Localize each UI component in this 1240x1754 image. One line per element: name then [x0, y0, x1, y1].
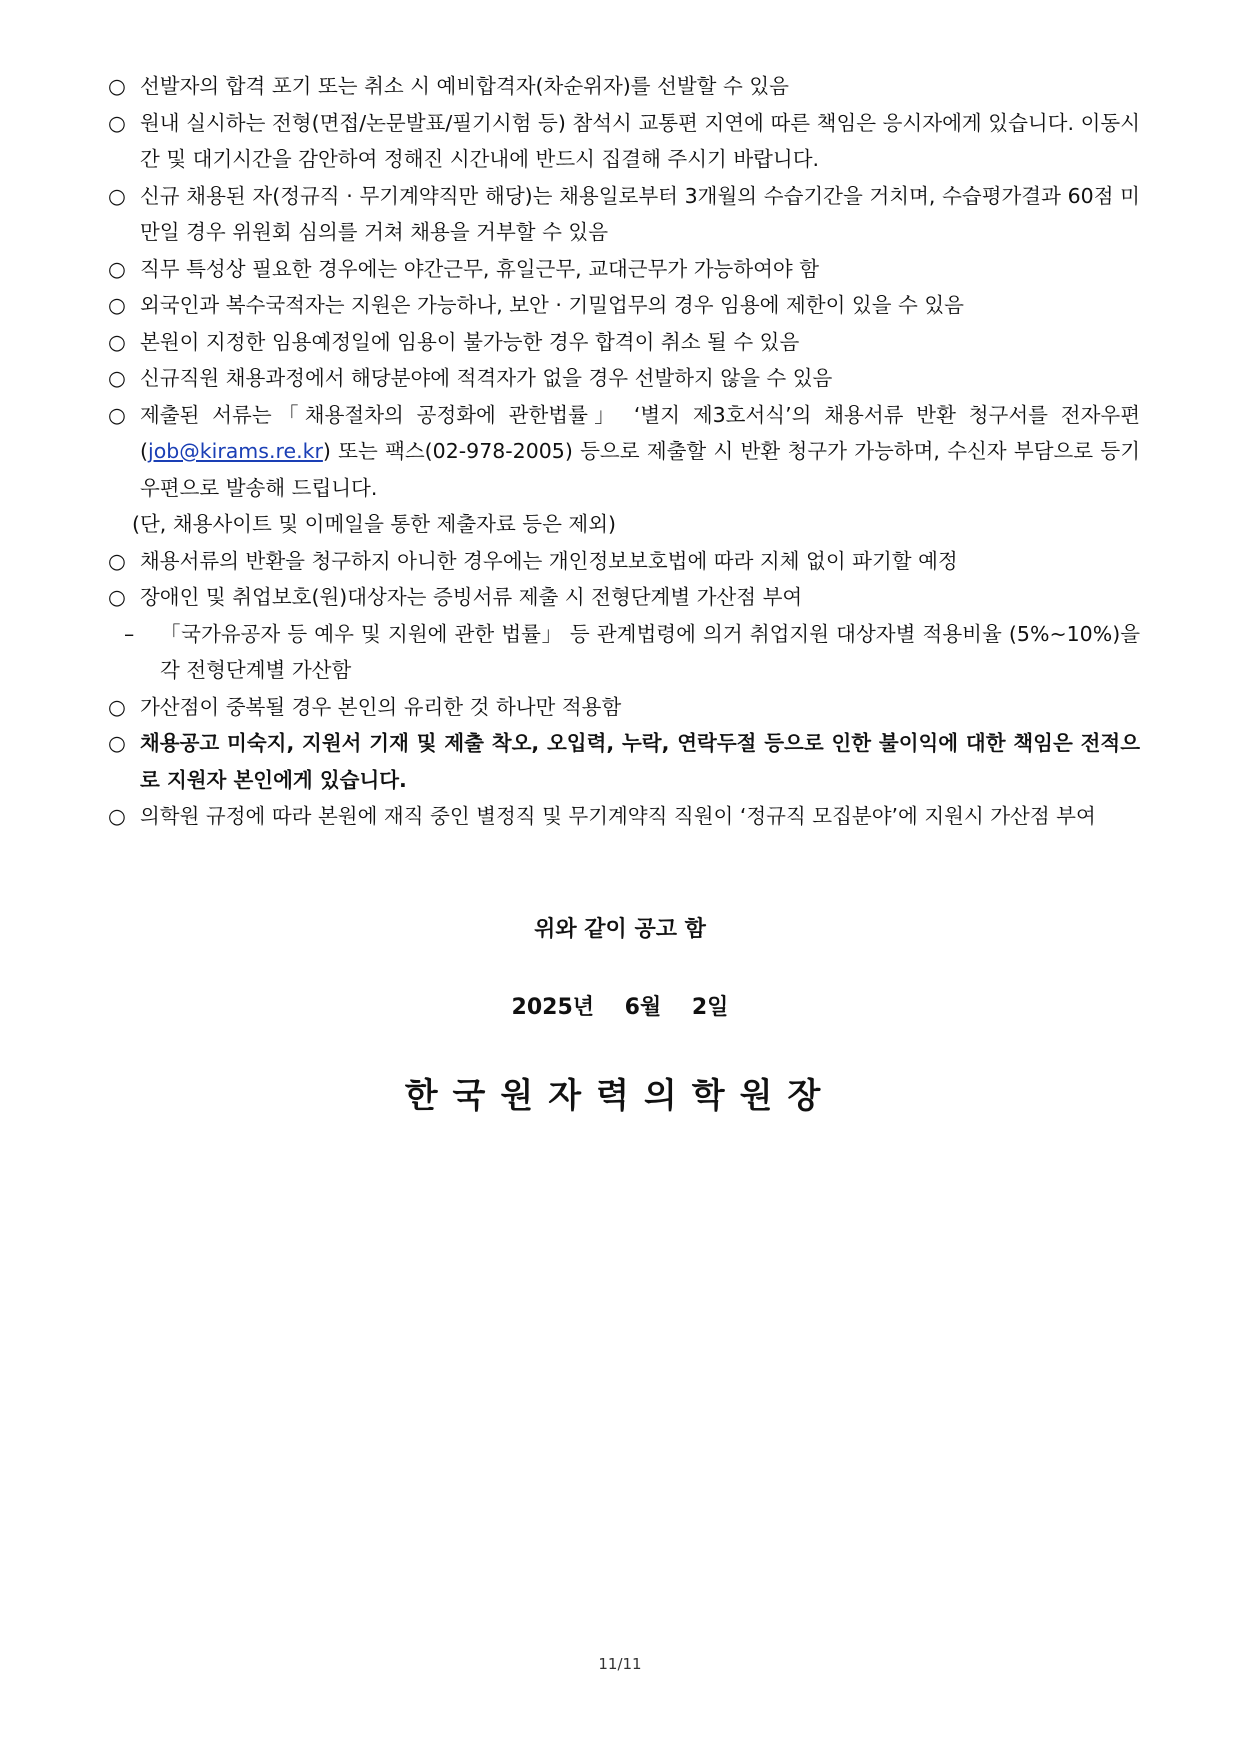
circle-bullet-icon: ○ — [108, 402, 126, 427]
list-item-text: 의학원 규정에 따라 본원에 재직 중인 별정직 및 무기계약직 직원이 ‘정규직 모집분야’에 지원시 가산점 부여 — [140, 804, 1096, 828]
list-item-text: 장애인 및 취업보호(원)대상자는 증빙서류 제출 시 전형단계별 가산점 부여 — [140, 585, 803, 609]
list-item — [108, 798, 1140, 835]
email-link[interactable]: job@kirams.re.kr — [148, 439, 323, 463]
circle-bullet-icon: ○ — [108, 329, 126, 354]
circle-bullet-icon: ○ — [108, 548, 126, 573]
sub-list-item-text: 「국가유공자 등 예우 및 지원에 관한 법률」 등 관계법령에 의거 취업지원 대상자별 적용비율 (5%~10%)을 각 전형단계별 가산함 — [160, 621, 1140, 682]
list-item-text: 신규직원 채용과정에서 해당분야에 적격자가 없을 경우 선발하지 않을 수 있음 — [140, 366, 833, 390]
circle-bullet-icon: ○ — [108, 694, 126, 719]
exception-note: (단, 채용사이트 및 이메일을 통한 제출자료 등은 제외) — [132, 512, 616, 536]
list-item — [108, 287, 1140, 324]
list-item-text: 원내 실시하는 전형(면접/논문발표/필기시험 등) 참석시 교통편 지연에 따른 책임은 응시자에게 있습니다. 이동시간 및 대기시간을 감안하여 정해진 시간내에 반드시 집결해 주시기 바랍니다. — [140, 110, 1140, 171]
circle-bullet-icon: ○ — [108, 256, 126, 281]
list-item-document-return — [108, 397, 1140, 507]
closing-statement: 위와 같이 공고 함 — [534, 917, 706, 942]
dash-bullet-icon: – — [124, 621, 135, 646]
list-item-text: 채용공고 미숙지, 지원서 기재 및 제출 착오, 오입력, 누락, 연락두절 등으로 인한 불이익에 대한 책임은 전적으로 지원자 본인에게 있습니다. — [140, 731, 1140, 792]
list-item-responsibility — [108, 725, 1140, 798]
return-text-before: 제출된 서류는「채용절차의 공정화에 관한법률」 ‘별지 제3호서식’의 채용서류 반환 청구서를 전자우편 ( — [140, 402, 1140, 463]
list-item-text: 가산점이 중복될 경우 본인의 유리한 것 하나만 적용함 — [140, 694, 622, 719]
notice-date: 2025년 6월 2일 — [511, 995, 729, 1020]
circle-bullet-icon: ○ — [108, 731, 126, 755]
list-item — [108, 105, 1140, 178]
circle-bullet-icon: ○ — [108, 183, 126, 208]
list-item-text — [140, 397, 1140, 507]
list-item-text: 채용서류의 반환을 청구하지 아니한 경우에는 개인정보보호법에 따라 지체 없이 파기할 예정 — [140, 548, 958, 573]
circle-bullet-icon: ○ — [108, 74, 126, 98]
issuer-title: 한국원자력의학원장 — [404, 1076, 836, 1116]
list-item — [108, 360, 1140, 397]
circle-bullet-icon: ○ — [108, 293, 126, 317]
circle-bullet-icon: ○ — [108, 110, 126, 135]
list-item — [108, 68, 1140, 105]
page-number: 11/11 — [598, 1655, 642, 1673]
list-item — [108, 543, 1140, 580]
list-item-text: 선발자의 합격 포기 또는 취소 시 예비합격자(차순위자)를 선발할 수 있음 — [140, 74, 789, 98]
list-item-text: 신규 채용된 자(정규직 · 무기계약직만 해당)는 채용일로부터 3개월의 수습기간을 거치며, 수습평가결과 60점 미만일 경우 위원회 심의를 거쳐 채용을 거부할 수 있음 — [140, 183, 1140, 244]
list-item — [108, 251, 1140, 288]
list-item — [108, 178, 1140, 251]
circle-bullet-icon: ○ — [108, 585, 126, 609]
list-item-text: 본원이 지정한 임용예정일에 임용이 불가능한 경우 합격이 취소 될 수 있음 — [140, 329, 800, 354]
list-item — [108, 324, 1140, 361]
sub-list-item — [108, 616, 1140, 689]
circle-bullet-icon: ○ — [108, 804, 126, 828]
list-item — [108, 689, 1140, 726]
circle-bullet-icon: ○ — [108, 366, 126, 390]
notice-body — [108, 68, 1140, 835]
list-item — [108, 579, 1140, 616]
list-item-text: 직무 특성상 필요한 경우에는 야간근무, 휴일근무, 교대근무가 가능하여야 함 — [140, 256, 820, 281]
return-text-after: ) 또는 팩스(02-978-2005) 등으로 제출할 시 반환 청구가 가능하며, 수신자 부담으로 등기우편으로 발송해 드립니다. — [140, 439, 1140, 500]
list-item-text: 외국인과 복수국적자는 지원은 가능하나, 보안 · 기밀업무의 경우 임용에 제한이 있을 수 있음 — [140, 293, 964, 317]
